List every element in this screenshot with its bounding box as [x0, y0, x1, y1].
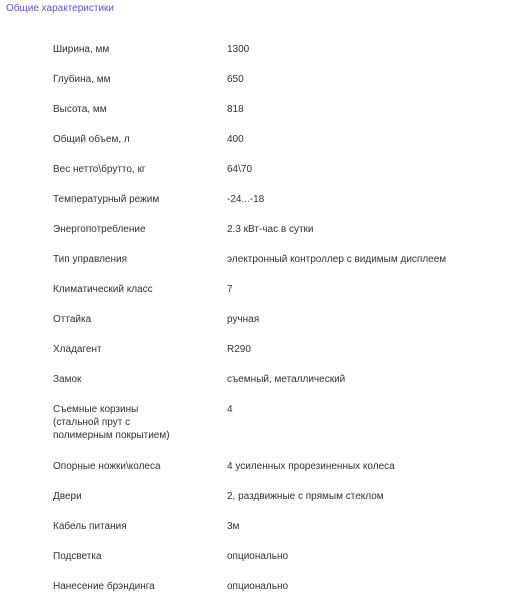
spec-value: 818 — [227, 104, 244, 115]
spec-value: 650 — [227, 74, 244, 85]
spec-label: Опорные ножки\колеса — [53, 461, 161, 472]
spec-value: 2, раздвижные с прямым стеклом — [227, 491, 384, 502]
spec-value: 4 — [227, 404, 233, 415]
spec-label: Высота, мм — [53, 104, 107, 115]
spec-label: Энергопотребление — [53, 224, 146, 235]
spec-label: Температурный режим — [53, 194, 160, 205]
section-title[interactable]: Общие характеристики — [6, 3, 115, 14]
spec-label: Глубина, мм — [53, 74, 111, 85]
spec-label: Замок — [53, 374, 82, 385]
spec-value: 7 — [227, 284, 233, 295]
spec-value: R290 — [227, 344, 251, 355]
spec-label: Оттайка — [53, 314, 92, 325]
spec-label: Климатический класс — [53, 284, 153, 295]
spec-value: 4 усиленных прорезиненных колеса — [227, 461, 395, 472]
spec-value: 1300 — [227, 44, 250, 55]
spec-label: Тип управления — [53, 254, 127, 265]
spec-value: 3м — [227, 521, 240, 532]
spec-label: Вес нетто\брутто, кг — [53, 164, 146, 175]
spec-value: электронный контроллер с видимым дисплеем — [227, 254, 447, 265]
spec-label: Подсветка — [53, 551, 102, 562]
spec-value: 2.3 кВт-час в сутки — [227, 224, 314, 235]
spec-value: съемный, металлический — [227, 374, 346, 385]
spec-label: Хладагент — [53, 344, 102, 355]
spec-label: Съемные корзины (стальной прут с полимерным покрытием) — [53, 404, 170, 441]
spec-value: 64\70 — [227, 164, 253, 175]
spec-label: Общий объем, л — [53, 134, 130, 145]
spec-label: Нанесение брэндинга — [53, 581, 155, 592]
spec-value: опционально — [227, 581, 289, 592]
spec-label: Кабель питания — [53, 521, 127, 532]
spec-value: опционально — [227, 551, 289, 562]
spec-value: ручная — [227, 314, 260, 325]
spec-label: Ширина, мм — [53, 44, 110, 55]
spec-value: -24...-18 — [227, 194, 265, 205]
spec-label: Двери — [53, 491, 82, 502]
spec-value: 400 — [227, 134, 244, 145]
